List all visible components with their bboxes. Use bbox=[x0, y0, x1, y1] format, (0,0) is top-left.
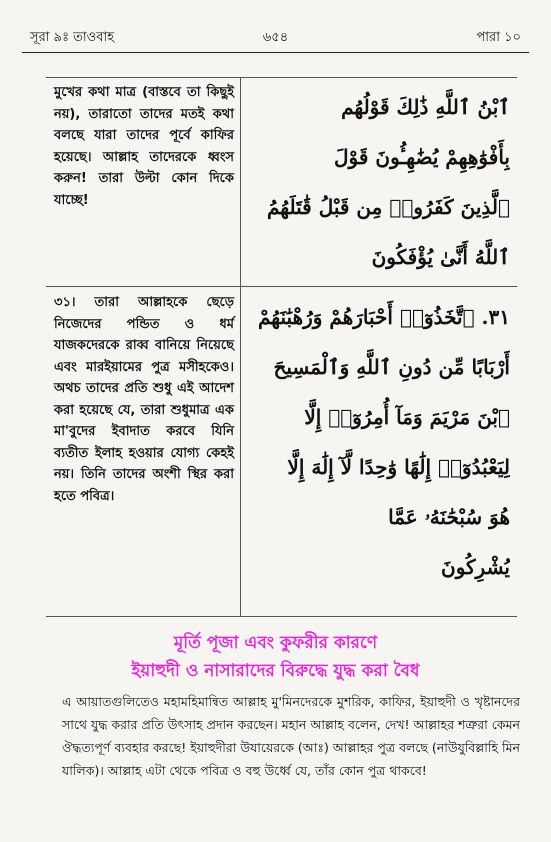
para-number: পারা ১০ bbox=[476, 30, 521, 45]
page-header bbox=[30, 28, 521, 50]
arabic-line: ٱللَّهُ أَنَّىٰ يُؤْفَكُونَ bbox=[371, 245, 510, 269]
translation-text-2: ৩১। তারা আল্লাহকে ছেড়ে নিজেদের পন্ডিত ও ধর্ম যাজকদেরকে রাব্ব বানিয়ে নিয়েছে এবং মারইয়ামের পুত্র মসীহকেও। অথচ তাদের প্রতি শুধু এই আদেশ করা হয়েছে যে, তারা শুধুমাত্র এক মা'বুদের ইবাদাত করবে যিনি ব্যতীত ইলাহ হওয়ার যোগ্য কেহই নয়। তিনি তাদের অংশী স্থির করা হতে পবিত্র। bbox=[54, 295, 234, 504]
arabic-line: بِأَفْوَٰهِهِمْ يُضَٰهِـُٔونَ قَوْلَ bbox=[334, 145, 510, 169]
translation-text-1: মুখের কথা মাত্র (বাস্তবে তা কিছুই নয়), তারাতো তাদের মতই কথা বলছে যারা তাদের পূর্বে কাফির হয়েছে। আল্লাহ তাদেরকে ধ্বংস করুন! তারা উল্টা কোন দিকে যাচ্ছে! bbox=[54, 85, 234, 208]
arabic-line: يُشْرِكُونَ bbox=[441, 555, 510, 579]
arabic-line: ٱبْنَ مَرْيَمَ وَمَآ أُمِرُوٓا۟ إِلَّا bbox=[304, 405, 510, 429]
arabic-line: ٱلَّذِينَ كَفَرُوا۟ مِن قَبْلُ قَٰتَلَهُمُ bbox=[267, 195, 510, 219]
arabic-line: ٱبْنُ ٱللَّهِ ذَٰلِكَ قَوْلُهُم bbox=[341, 95, 510, 119]
section-title-line-1: মূর্তি পূজা এবং কুফরীর কারণে bbox=[173, 633, 378, 653]
arabic-line: ٣١. ٱتَّخَذُوٓا۟ أَحْبَارَهُمْ وَرُهْبَٰنَهُمْ bbox=[257, 305, 510, 329]
arabic-line: أَرْبَابًا مِّن دُونِ ٱللَّهِ وَٱلْمَسِيحَ bbox=[273, 355, 510, 379]
commentary-paragraph: এ আয়াতগুলিতেও মহামহিমান্বিত আল্লাহ মু'মিনদেরকে মুশরিক, কাফির, ইয়াহুদী ও খৃষ্টানদের সাথে যুদ্ধ করার প্রতি উৎসাহ প্রদান করছেন। মহান আল্লাহ বলেন, দেখ! আল্লাহর শত্রুরা কেমন ঔদ্ধত্যপূর্ণ ব্যবহার করছে! ইয়াহুদীরা উযায়েরকে (আঃ) আল্লাহর পুত্র বলছে (নাউযুবিল্লাহি মিন যালিক)। আল্লাহ এটা থেকে পবিত্র ও বহু উর্ধ্বে যে, তাঁর কোন পুত্র থাকবে! bbox=[62, 694, 520, 778]
arabic-verse-2 bbox=[248, 292, 510, 592]
section-title-line-2: ইয়াহুদী ও নাসারাদের বিরুদ্ধে যুদ্ধ করা বৈধ bbox=[131, 661, 420, 681]
row-divider bbox=[46, 286, 517, 287]
arabic-verse-1 bbox=[248, 82, 510, 282]
verse-table bbox=[46, 77, 517, 617]
arabic-line: لِيَعْبُدُوٓا۟ إِلَٰهًا وَٰحِدًا لَّآ إِلَٰهَ إِلَّا bbox=[287, 455, 510, 479]
column-divider bbox=[240, 78, 241, 616]
arabic-line: هُوَ سُبْحَٰنَهُۥ عَمَّا bbox=[388, 505, 510, 529]
page-number: ৬৫৪ bbox=[262, 30, 289, 45]
surah-name: সূরা ৯ঃ তাওবাহ bbox=[30, 30, 115, 45]
header-divider bbox=[22, 52, 529, 53]
